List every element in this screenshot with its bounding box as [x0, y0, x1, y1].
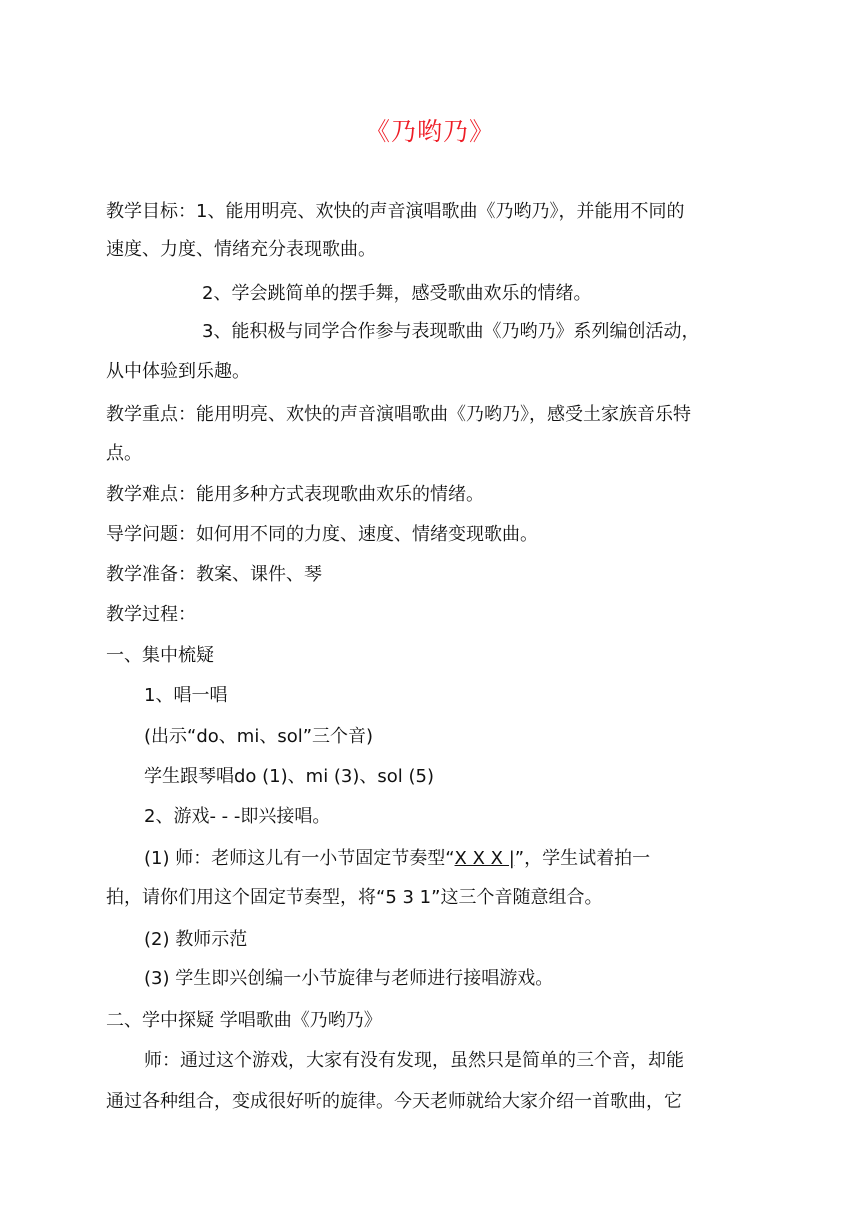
- page-title: 《乃哟乃》: [364, 117, 495, 146]
- paragraph-line: 1、唱一唱: [144, 685, 228, 706]
- paragraph-text: (1) 师：老师这儿有一小节固定节奏型“: [144, 848, 455, 869]
- paragraph-line: [144, 847, 650, 871]
- paragraph-line: 学生跟琴唱do (1)、mi (3)、sol (5): [144, 766, 435, 787]
- paragraph-line: 通过各种组合，变成很好听的旋律。今天老师就给大家介绍一首歌曲，它: [106, 1091, 682, 1112]
- paragraph-line: 2、学会跳简单的摆手舞，感受歌曲欢乐的情绪。: [202, 283, 592, 304]
- paragraph-line: 速度、力度、情绪充分表现歌曲。: [106, 239, 376, 260]
- section-heading: 一、集中梳疑: [106, 645, 214, 666]
- rhythm-pattern: X X X |: [454, 848, 515, 869]
- paragraph-line: 教学重点：能用明亮、欢快的声音演唱歌曲《乃哟乃》，感受土家族音乐特: [106, 404, 691, 425]
- paragraph-line: 导学问题：如何用不同的力度、速度、情绪变现歌曲。: [106, 524, 538, 545]
- paragraph-line: 3、能积极与同学合作参与表现歌曲《乃哟乃》系列编创活动，: [202, 321, 700, 342]
- paragraph-line: 教学过程：: [106, 604, 196, 625]
- paragraph-line: (出示“do、mi、sol”三个音): [144, 726, 374, 747]
- section-heading: 二、学中探疑 学唱歌曲《乃哟乃》: [106, 1010, 382, 1031]
- paragraph-line: 教学目标：1、能用明亮、欢快的声音演唱歌曲《乃哟乃》，并能用不同的: [106, 201, 685, 222]
- paragraph-line: 教学准备：教案、课件、琴: [106, 564, 322, 585]
- paragraph-line: 2、游戏- - -即兴接唱。: [144, 806, 331, 827]
- paragraph-line: 教学难点：能用多种方式表现歌曲欢乐的情绪。: [106, 484, 484, 505]
- paragraph-line: 点。: [106, 443, 142, 464]
- paragraph-line: (2) 教师示范: [144, 929, 248, 950]
- paragraph-line: 师：通过这个游戏，大家有没有发现，虽然只是简单的三个音，却能: [144, 1050, 684, 1071]
- paragraph-text: ”，学生试着拍一: [514, 848, 651, 869]
- paragraph-line: 从中体验到乐趣。: [106, 361, 250, 382]
- paragraph-line: 拍，请你们用这个固定节奏型，将“5 3 1”这三个音随意组合。: [106, 887, 603, 908]
- paragraph-line: (3) 学生即兴创编一小节旋律与老师进行接唱游戏。: [144, 968, 554, 989]
